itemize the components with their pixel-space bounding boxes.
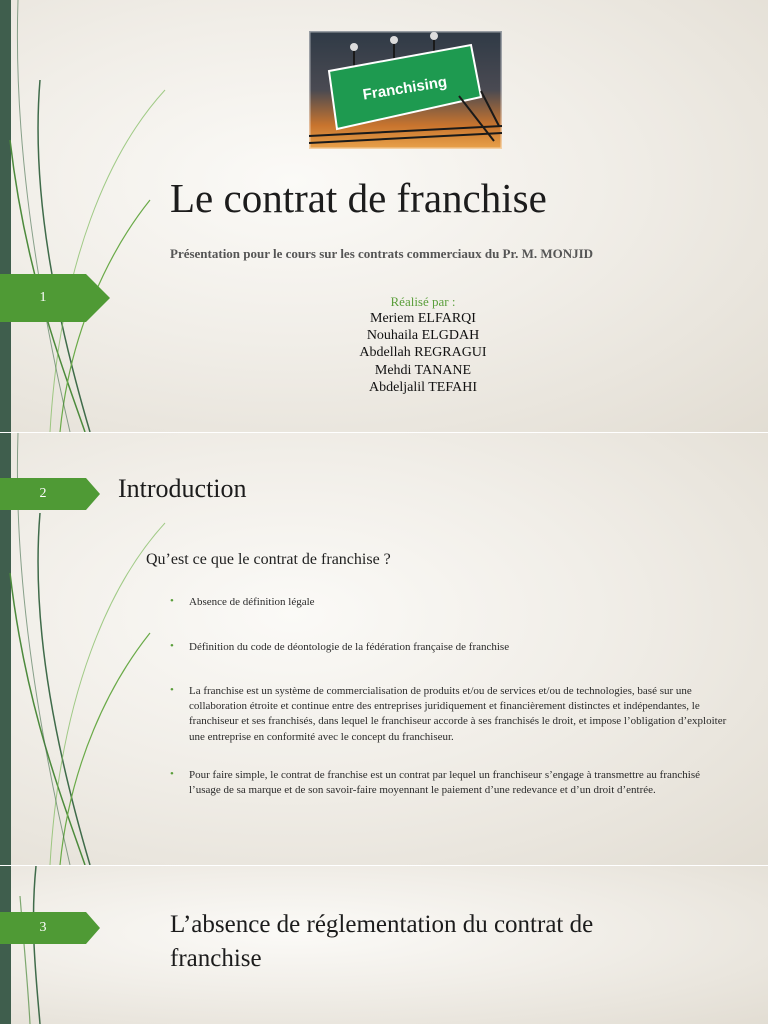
realise-par-label: Réalisé par : (390, 294, 456, 309)
bullet-dot-icon: • (170, 595, 174, 607)
bullet-dot-icon: • (170, 684, 174, 696)
slide-question: Qu’est ce que le contrat de franchise ? (146, 551, 391, 568)
slide-number: 2 (39, 486, 47, 501)
slide-2: 2 Introduction Qu’est ce que le contrat de franchise ? • Absence de définition légale • Définition du code de déontologie de la fédération française de franchise • La franchise est un système de commercialisation de produits et/ou de services et/ou de technologies, basé sur une collaboration étroite et continue entre des entreprises juridiquement et financièrement distinctes et indépendantes, le franchiseur et ses franchisés, dans lequel le franchiseur accorde à ses franchisés le droit, et impose l’obligation d’exploiter une entreprise en conformité avec le concept du franchiseur. • Pour faire simple, le contrat de franchise est un contrat par lequel un franchiseur s’engage à transmettre au franchisé l’usage de sa marque et de son savoir-faire moyennant le paiement d’une redevance et d’un droit d’entrée. (0, 433, 768, 865)
author-name: Nouhaila ELGDAH (366, 328, 480, 344)
slide-number-tag (0, 274, 100, 322)
slide-title: Le contrat de franchise (170, 175, 547, 221)
author-name: Abdellah REGRAGUI (359, 345, 487, 361)
slide-1 (0, 0, 768, 432)
slide-number-tag (0, 478, 100, 526)
franchising-sign-image (309, 31, 502, 149)
slide-number-tag (0, 912, 100, 960)
bullet-dot-icon: • (170, 768, 174, 780)
author-name: Abdeljalil TEFAHI (369, 379, 477, 395)
bullet-dot-icon: • (170, 640, 174, 652)
slide-title: L’absence de réglementation du contrat de franchise (170, 911, 594, 972)
author-name: Mehdi TANANE (374, 362, 472, 378)
author-name: Meriem ELFARQI (370, 311, 476, 326)
authors-list (285, 310, 561, 396)
slide-number: 3 (39, 920, 47, 935)
slide-title: Introduction (118, 474, 247, 503)
slide-3 (0, 866, 768, 1024)
slide-subtitle: Présentation pour le cours sur les contrats commerciaux du Pr. M. MONJID (170, 246, 594, 261)
sign-text: Franchising (361, 73, 449, 104)
slide-number: 1 (39, 290, 47, 305)
